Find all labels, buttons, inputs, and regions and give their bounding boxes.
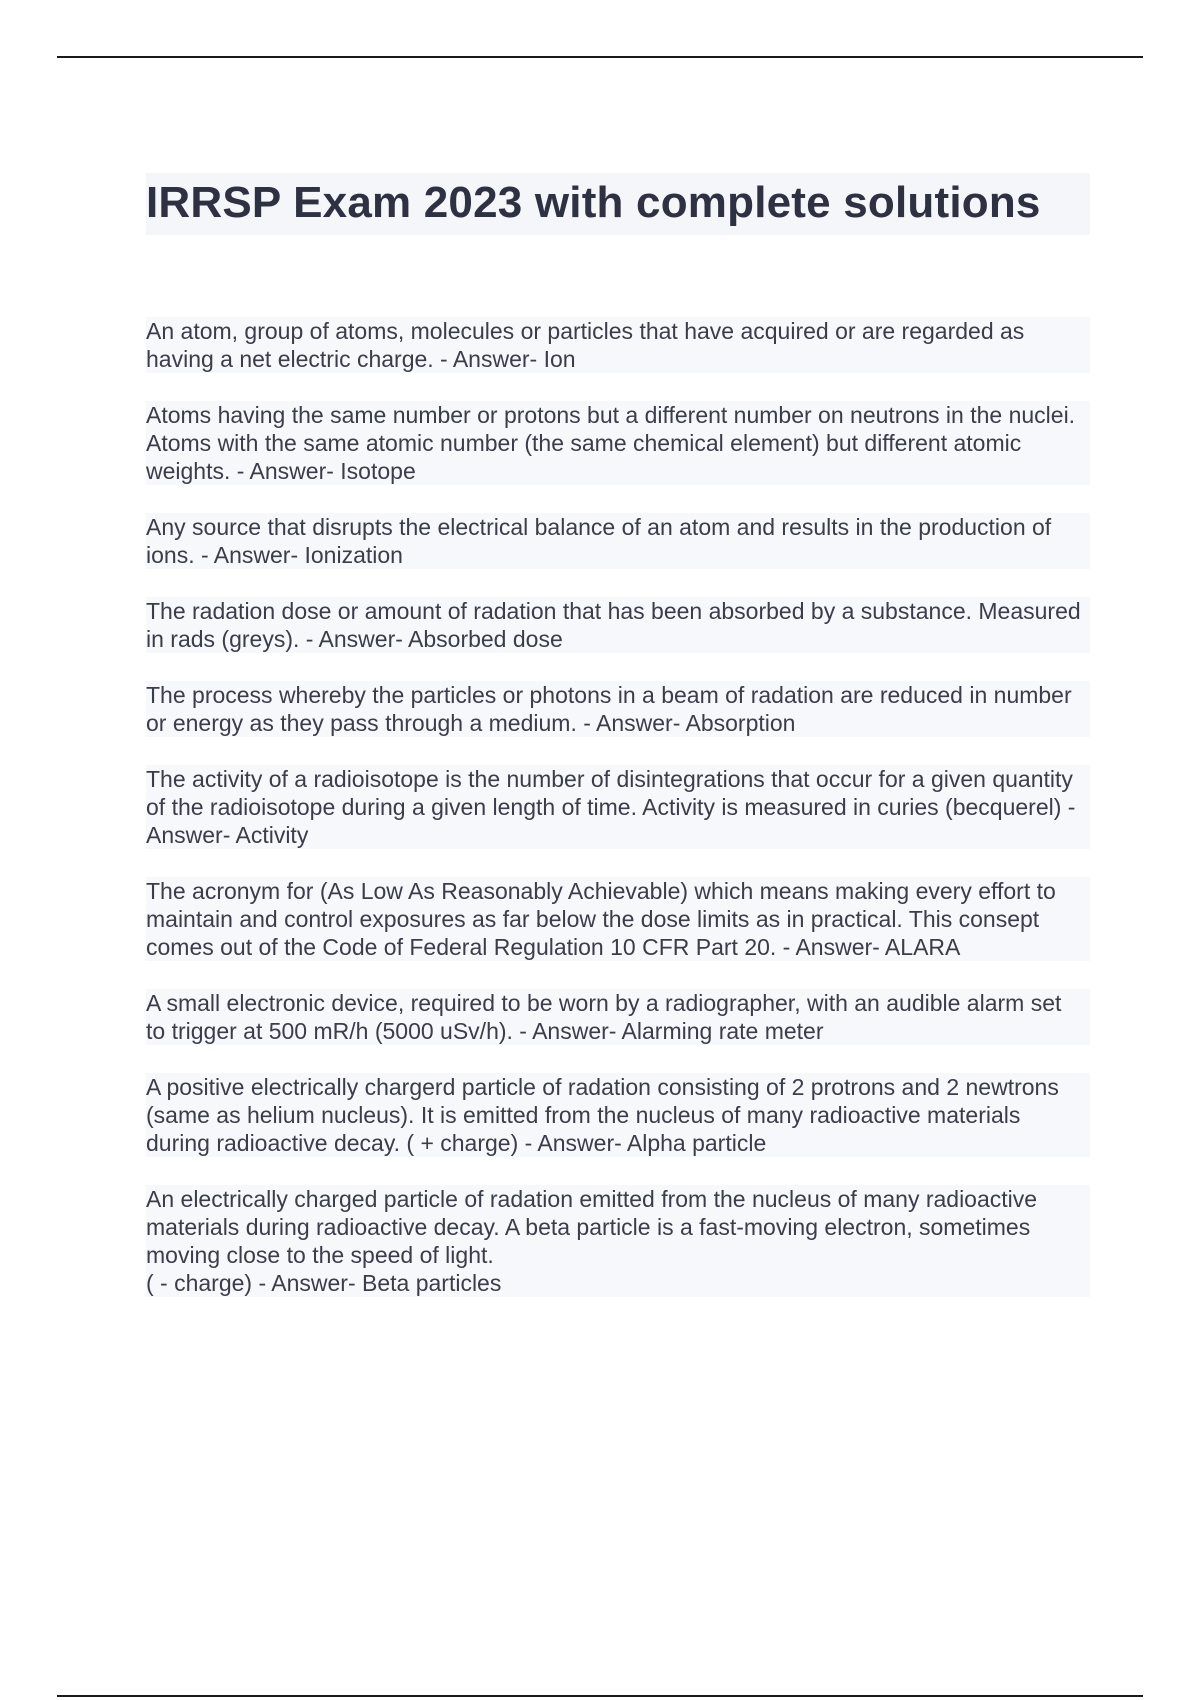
document-title: IRRSP Exam 2023 with complete solutions	[146, 178, 1041, 227]
qa-item: A small electronic device, required to be worn by a radiographer, with an audible alarm set to trigger at 500 mR/h (5000 uSv/h). - Answer- Alarming rate meter	[146, 989, 1090, 1045]
qa-item: An electrically charged particle of radation emitted from the nucleus of many radioactive materials during radioactive decay. A beta particle is a fast-moving electron, sometimes moving close to the speed of light. ( - charge) - Answer- Beta particles	[146, 1185, 1090, 1297]
qa-item: Atoms having the same number or protons but a different number on neutrons in the nuclei. Atoms with the same atomic number (the same chemical element) but different atomic weights. - Answer- Isotope	[146, 401, 1090, 485]
qa-list	[146, 317, 1090, 1297]
qa-item: Any source that disrupts the electrical balance of an atom and results in the production of ions. - Answer- Ionization	[146, 513, 1090, 569]
bottom-rule	[57, 1695, 1143, 1697]
top-rule	[57, 56, 1143, 58]
qa-item: A positive electrically chargerd particle of radation consisting of 2 protrons and 2 newtrons (same as helium nucleus). It is emitted from the nucleus of many radioactive materials during radioactive decay. ( + charge) - Answer- Alpha particle	[146, 1073, 1090, 1157]
qa-item: The process whereby the particles or photons in a beam of radation are reduced in number or energy as they pass through a medium. - Answer- Absorption	[146, 681, 1090, 737]
qa-item: The activity of a radioisotope is the number of disintegrations that occur for a given quantity of the radioisotope during a given length of time. Activity is measured in curies (becquerel) - Answer- Activity	[146, 765, 1090, 849]
qa-item: An atom, group of atoms, molecules or particles that have acquired or are regarded as having a net electric charge. - Answer- Ion	[146, 317, 1090, 373]
document-body	[146, 173, 1090, 1325]
qa-item: The acronym for (As Low As Reasonably Achievable) which means making every effort to maintain and control exposures as far below the dose limits as in practical. This consept comes out of the Code of Federal Regulation 10 CFR Part 20. - Answer- ALARA	[146, 877, 1090, 961]
qa-item: The radation dose or amount of radation that has been absorbed by a substance. Measured in rads (greys). - Answer- Absorbed dose	[146, 597, 1090, 653]
title-block	[146, 173, 1090, 235]
